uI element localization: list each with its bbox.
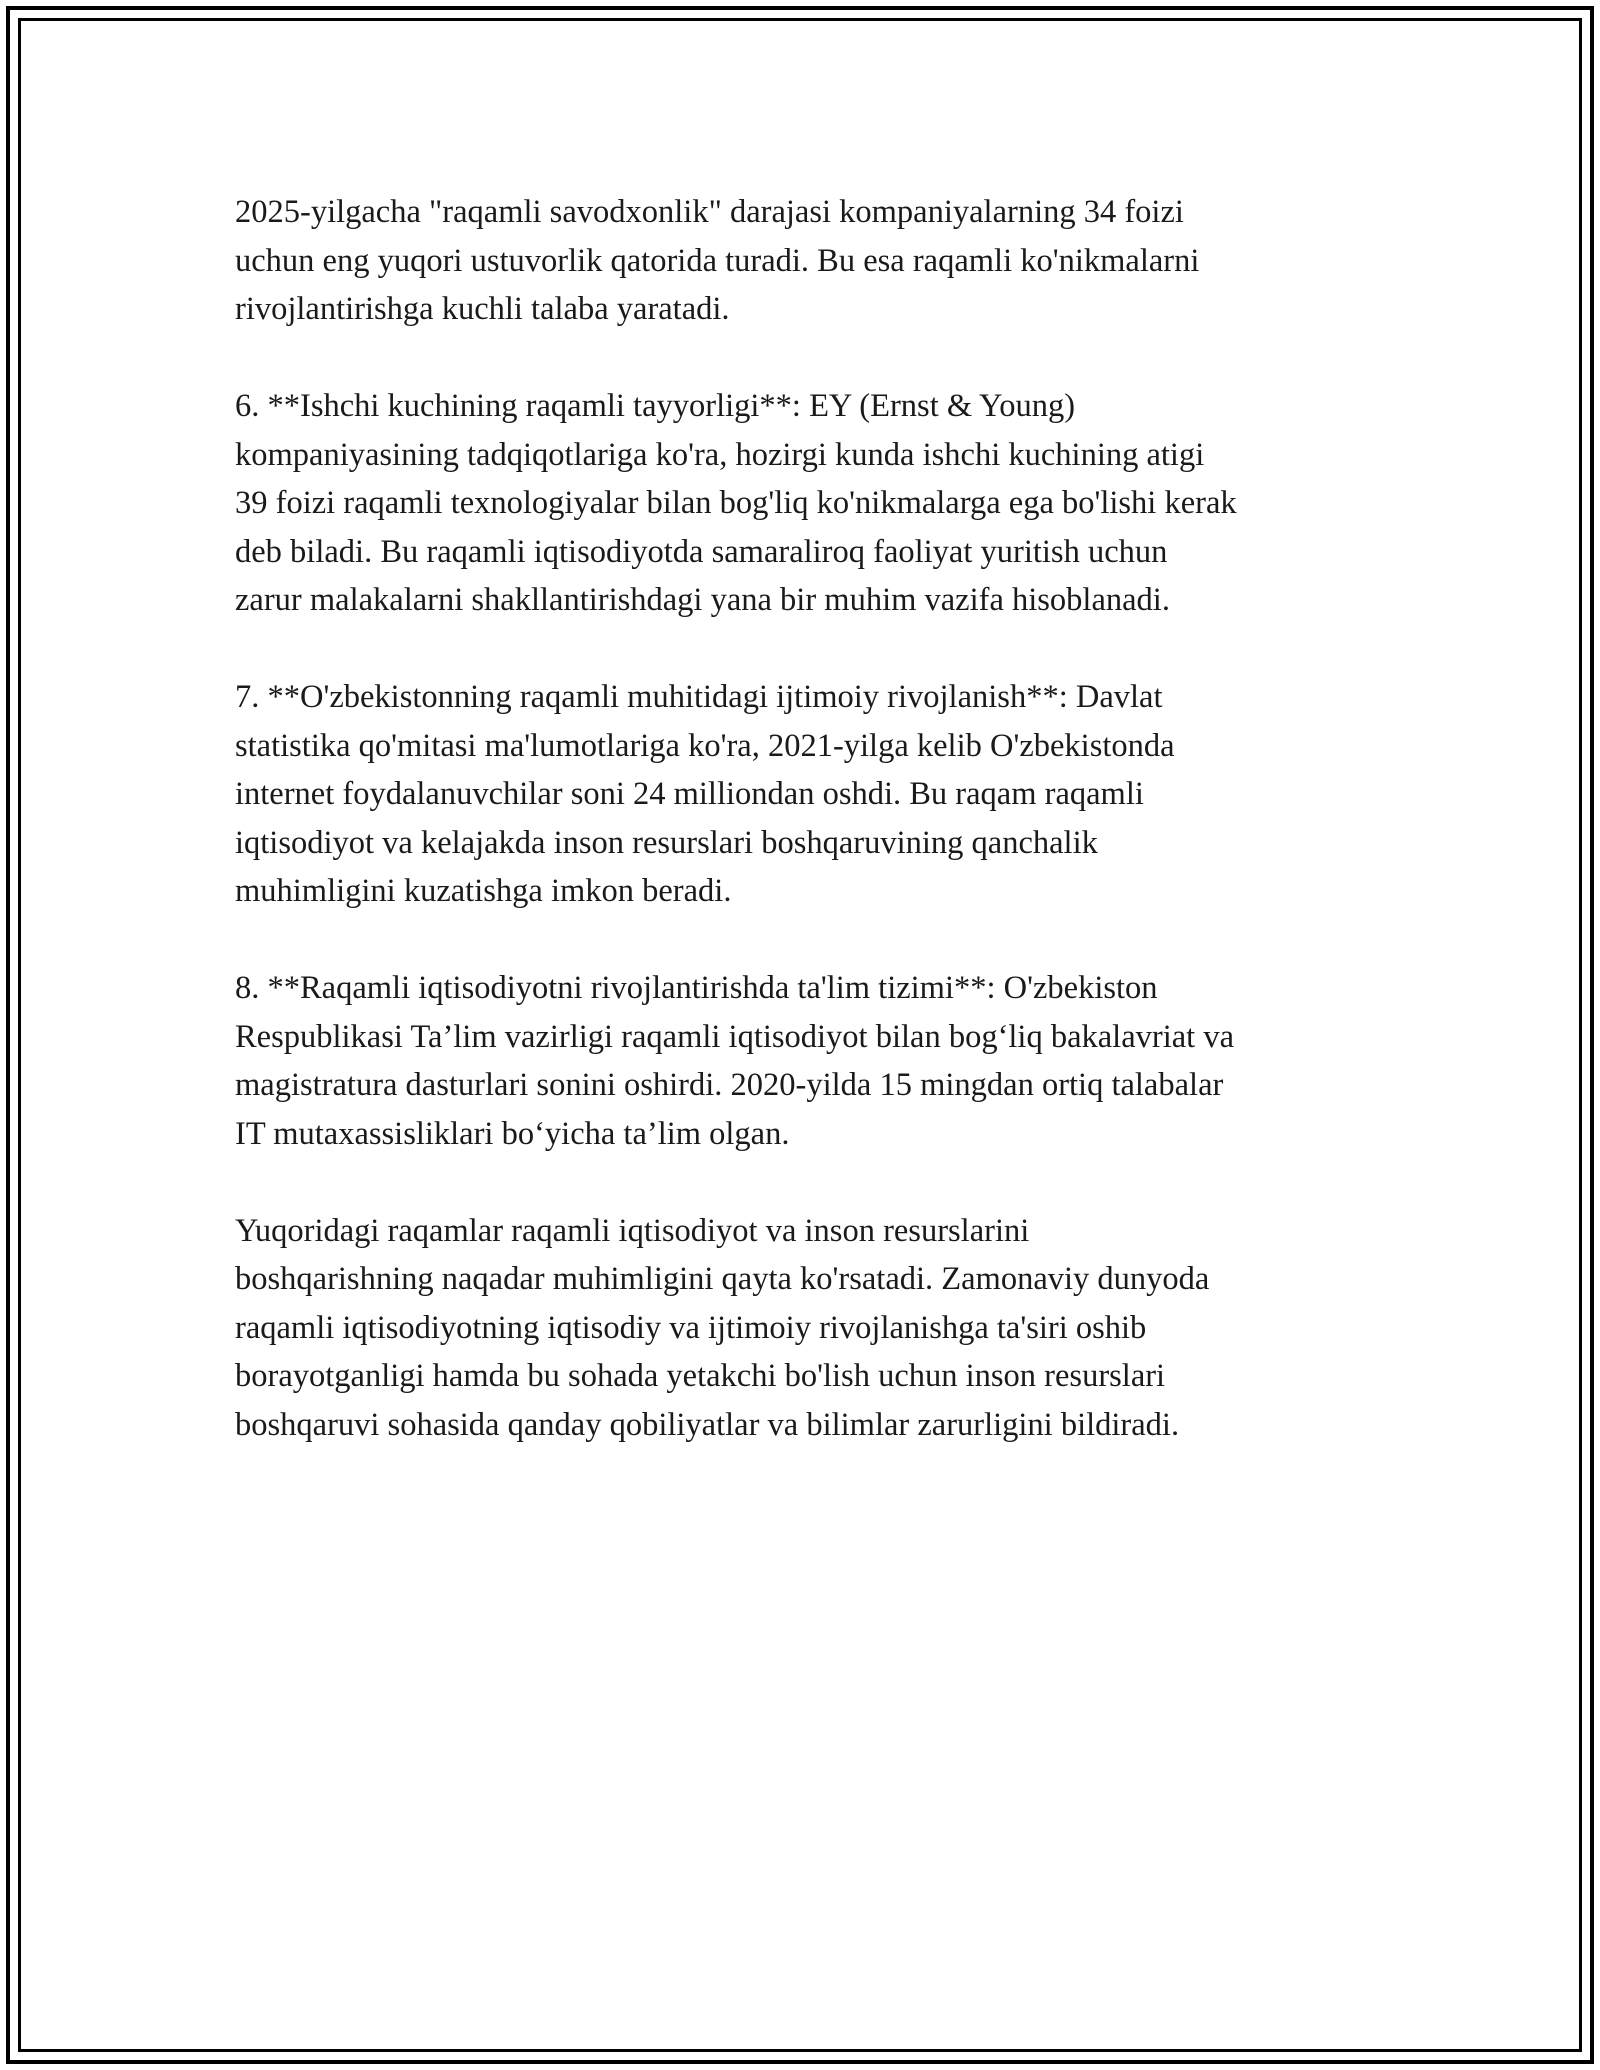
document-body bbox=[235, 188, 1385, 1498]
paragraph-item-7: 7. **O'zbekistonning raqamli muhitidagi ijtimoiy rivojlanish**: Davlat statistika qo'mitasi ma'lumotlariga ko'ra, 2021-yilga kelib O'zbekistonda internet foydalanuvchilar soni 24 milliondan oshdi. Bu raqam raqamli iqtisodiyot va kelajakda inson resurslari boshqaruvining qanchalik muhimligini kuzatishga imkon beradi. bbox=[235, 679, 1175, 909]
paragraph-item-6: 6. **Ishchi kuchining raqamli tayyorligi**: EY (Ernst & Young) kompaniyasining tadqiqotlariga ko'ra, hozirgi kunda ishchi kuchining atigi 39 foizi raqamli texnologiyalar bilan bog'liq ko'nikmalarga ega bo'lishi kerak deb biladi. Bu raqamli iqtisodiyotda samaraliroq faoliyat yuritish uchun zarur malakalarni shakllantirishdagi yana bir muhim vazifa hisoblanadi. bbox=[235, 388, 1237, 618]
paragraph-conclusion: Yuqoridagi raqamlar raqamli iqtisodiyot va inson resurslarini boshqarishning naqadar muhimligini qayta ko'rsatadi. Zamonaviy dunyoda raqamli iqtisodiyotning iqtisodiy va ijtimoiy rivojlanishga ta'siri oshib borayotganligi hamda bu sohada yetakchi bo'lish uchun inson resurslari boshqaruvi sohasida qanday qobiliyatlar va bilimlar zarurligini bildiradi. bbox=[235, 1212, 1210, 1443]
paragraph-intro: 2025-yilgacha "raqamli savodxonlik" darajasi kompaniyalarning 34 foizi uchun eng yuqori ustuvorlik qatorida turadi. Bu esa raqamli ko'nikmalarni rivojlantirishga kuchli talaba yaratadi. bbox=[235, 194, 1200, 327]
paragraph-item-8: 8. **Raqamli iqtisodiyotni rivojlantirishda ta'lim tizimi**: O'zbekiston Respublikasi Ta’lim vazirligi raqamli iqtisodiyot bilan bog‘liq bakalavriat va magistratura dasturlari sonini oshirdi. 2020-yilda 15 mingdan ortiq talabalar IT mutaxassisliklari bo‘yicha ta’lim olgan. bbox=[235, 970, 1234, 1152]
